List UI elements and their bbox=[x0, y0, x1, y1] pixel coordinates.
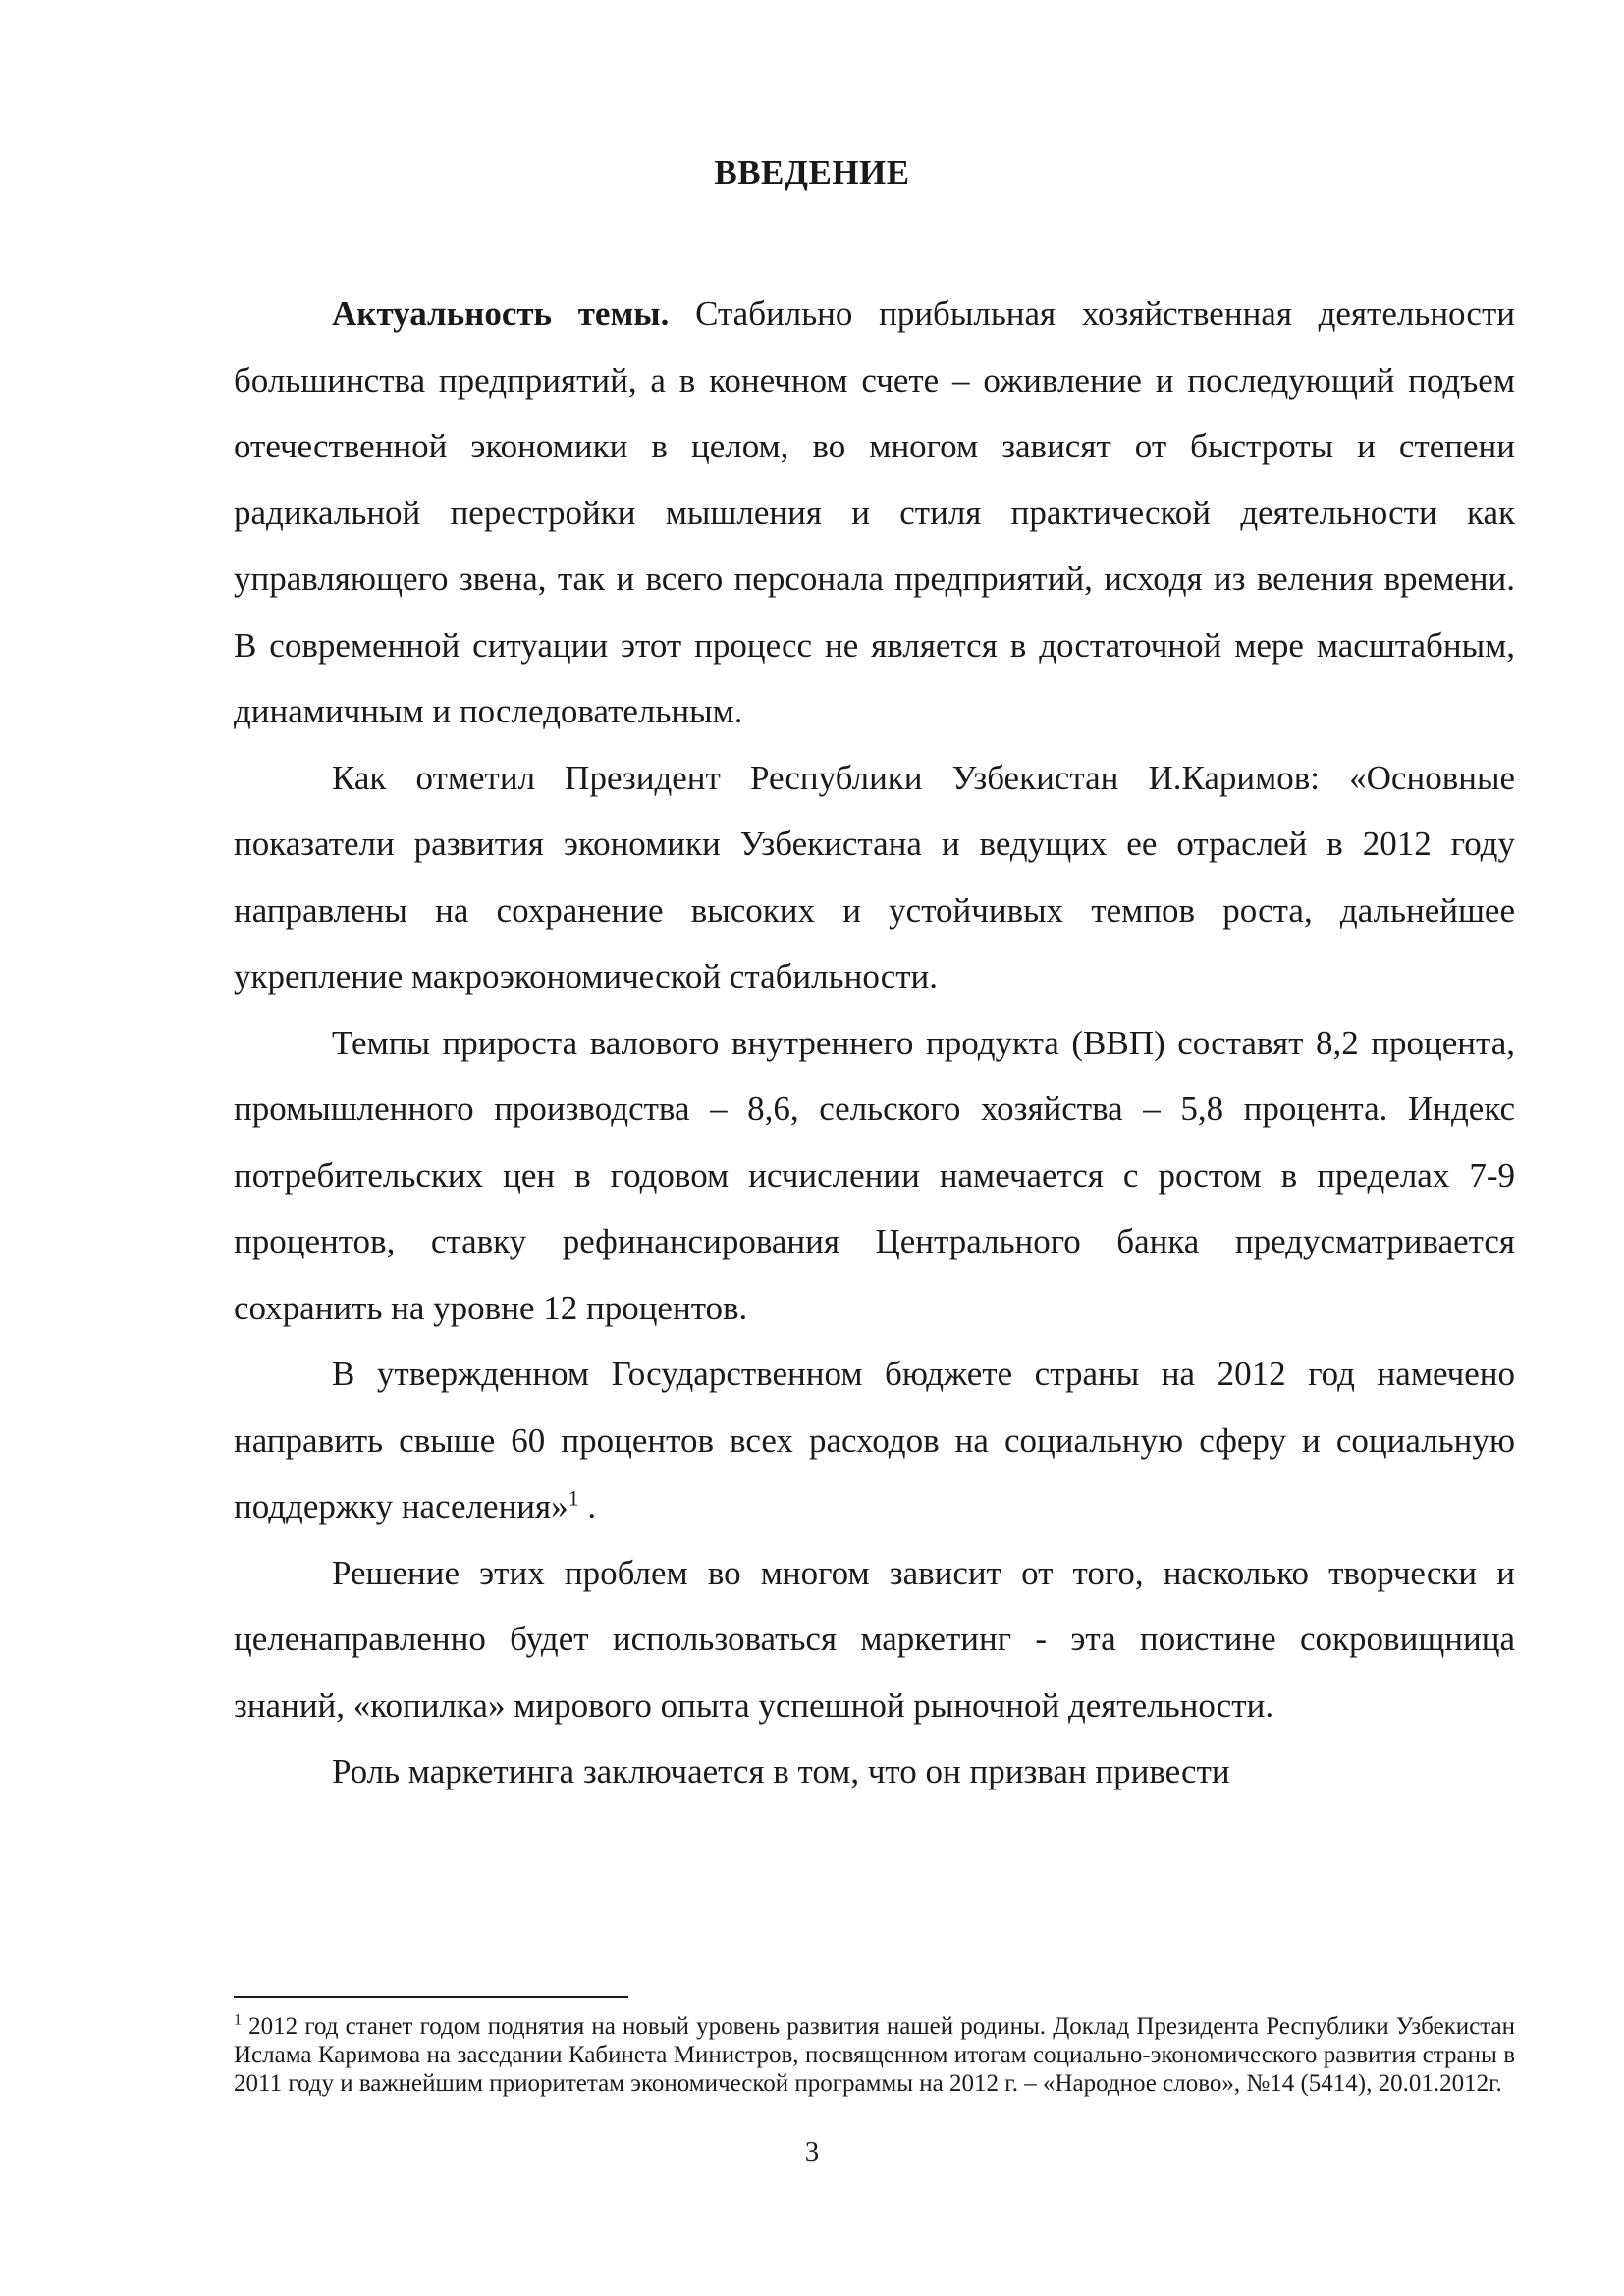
paragraph-president-quote: Как отметил Президент Республики Узбекистан И.Каримов: «Основные показатели развития экономики Узбекистана и ведущих ее отраслей в 2012 году направлены на сохранение высоких и устойчивых темпов роста, дальнейшее укрепление макроэкономической стабильности. bbox=[234, 758, 1515, 995]
paragraph-text: Стабильно прибыльная хозяйственная деятельности большинства предприятий, а в конечном счете – оживление и последующий подъем отечественной экономики в целом, во многом зависят от быстроты и степени радикальной перестройки мышления и стиля практической деятельности как управляющего звена, так и всего персонала предприятий, исходя из веления времени. В современной ситуации этот процесс не является в достаточной мере масштабным, динамичным и последовательным. bbox=[234, 294, 1515, 730]
paragraph-gdp: Темпы прироста валового внутреннего продукта (ВВП) составят 8,2 процента, промышленного производства – 8,6, сельского хозяйства – 5,8 процента. Индекс потребительских цен в годовом исчислении намечается с ростом в пределах 7-9 процентов, ставку рефинансирования Центрального банка предусматривается сохранить на уровне 12 процентов. bbox=[234, 1023, 1515, 1327]
page-title: ВВЕДЕНИЕ bbox=[714, 153, 910, 191]
page-number: 3 bbox=[804, 2136, 820, 2167]
paragraph-text: В утвержденном Государственном бюджете страны на 2012 год намечено направить свыше 60 процентов всех расходов на социальную сферу и социальную поддержку населения» bbox=[234, 1355, 1515, 1525]
main-text bbox=[234, 281, 1515, 1805]
footnote-divider bbox=[234, 1996, 628, 1998]
paragraph-relevance bbox=[234, 281, 1515, 745]
paragraph-marketing-solution: Решение этих проблем во многом зависит от того, насколько творчески и целенаправленно будет использоваться маркетинг - эта поистине сокровищница знаний, «копилка» мирового опыта успешной рыночной деятельности. bbox=[234, 1553, 1515, 1725]
footnote-text: 2012 год станет годом поднятия на новый уровень развития нашей родины. Доклад Президента Республики Узбекистан Ислама Каримова на заседании Кабинета Министров, посвященном итогам социально-экономического развития страны в 2011 году и важнейшим приоритетам экономической программы на 2012 г. – «Народное слово», №14 (5414), 20.01.2012г. bbox=[234, 2013, 1515, 2097]
paragraph-tail: . bbox=[578, 1487, 597, 1525]
paragraph-budget bbox=[234, 1341, 1515, 1540]
footnote bbox=[234, 2012, 1515, 2098]
footnote-reference[interactable]: 1 bbox=[568, 1485, 579, 1511]
paragraph-marketing-role: Роль маркетинга заключается в том, что он призван привести bbox=[332, 1752, 1230, 1790]
paragraph-lead: Актуальность темы. bbox=[332, 294, 670, 333]
footnote-marker: 1 bbox=[234, 2011, 242, 2029]
